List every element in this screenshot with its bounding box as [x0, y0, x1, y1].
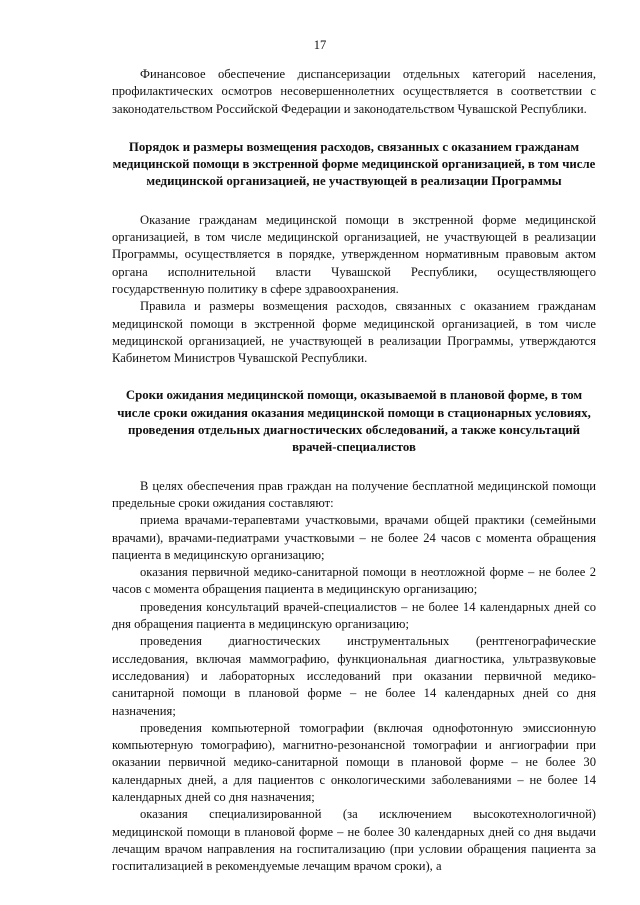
list-item: оказания первичной медико-санитарной помощи в неотложной форме – не более 2 часов с момента обращения пациента в медицинскую организацию; — [112, 565, 596, 597]
section-body-waiting-times — [112, 478, 596, 876]
section-heading-reimbursement: Порядок и размеры возмещения расходов, связанных с оказанием гражданам медицинской помощи в экстренной форме медицинской организацией, в том числе медицинской организацией, не участвующей в реализации Программы — [112, 139, 596, 189]
list-item: проведения диагностических инструментальных (рентгенографические исследования, включая маммографию, функциональная диагностика, ультразвуковые исследования) и лабораторных исследований при оказании первичной медико-санитарной помощи в плановой форме – не более 14 календарных дней со дня назначения; — [112, 634, 596, 718]
list-item: приема врачами-терапевтами участковыми, врачами общей практики (семейными врачами), врачами-педиатрами участковыми – не более 24 часов с момента обращения пациента в медицинскую организацию; — [112, 513, 596, 562]
page-number: 17 — [313, 38, 327, 52]
intro-paragraph: Финансовое обеспечение диспансеризации отдельных категорий населения, профилактических осмотров несовершеннолетних осуществляется в соответствии с законодательством Российской Федерации и законодательством Чувашской Республики. — [112, 67, 596, 116]
list-item: проведения консультаций врачей-специалистов – не более 14 календарных дней со дня обращения пациента в медицинскую организацию; — [112, 599, 596, 632]
body-paragraph: Оказание гражданам медицинской помощи в экстренной форме медицинской организацией, в том числе медицинской организацией, не участвующей в реализации Программы, осуществляется в порядке, утвержденном нормативным правовым актом органа исполнительной власти Чувашской Республики, осуществляющего государственную политику в сфере здравоохранения. — [112, 212, 596, 296]
body-paragraph: Правила и размеры возмещения расходов, связанных с оказанием гражданам медицинской помощи в экстренной форме медицинской организацией, в том числе медицинской организацией, не участвующей в реализации Программы, утверждаются Кабинетом Министров Чувашской Республики. — [112, 299, 596, 366]
page-content — [112, 66, 596, 875]
body-paragraph: В целях обеспечения прав граждан на получение бесплатной медицинской помощи предельные сроки ожидания составляют: — [112, 478, 596, 510]
section-heading-waiting-times: Сроки ожидания медицинской помощи, оказываемой в плановой форме, в том числе сроки ожидания оказания медицинской помощи в стационарных условиях, проведения отдельных диагностических обследований, а также консультаций врачей-специалистов — [117, 388, 591, 455]
list-item: проведения компьютерной томографии (включая однофотонную эмиссионную компьютерную томографию), магнитно-резонансной томографии и ангиографии при оказании первичной медико-санитарной помощи в плановой форме – не более 30 календарных дней, а для пациентов с онкологическими заболеваниями – не более 14 календарных дней со дня назначения; — [112, 720, 596, 804]
section-body-reimbursement — [112, 212, 596, 368]
list-item: оказания специализированной (за исключением высокотехнологичной) медицинской помощи в плановой форме – не более 30 календарных дней со дня выдачи лечащим врачом направления на госпитализацию (при условии обращения пациента за госпитализацией в рекомендуемые лечащим врачом сроки), а — [112, 807, 596, 874]
